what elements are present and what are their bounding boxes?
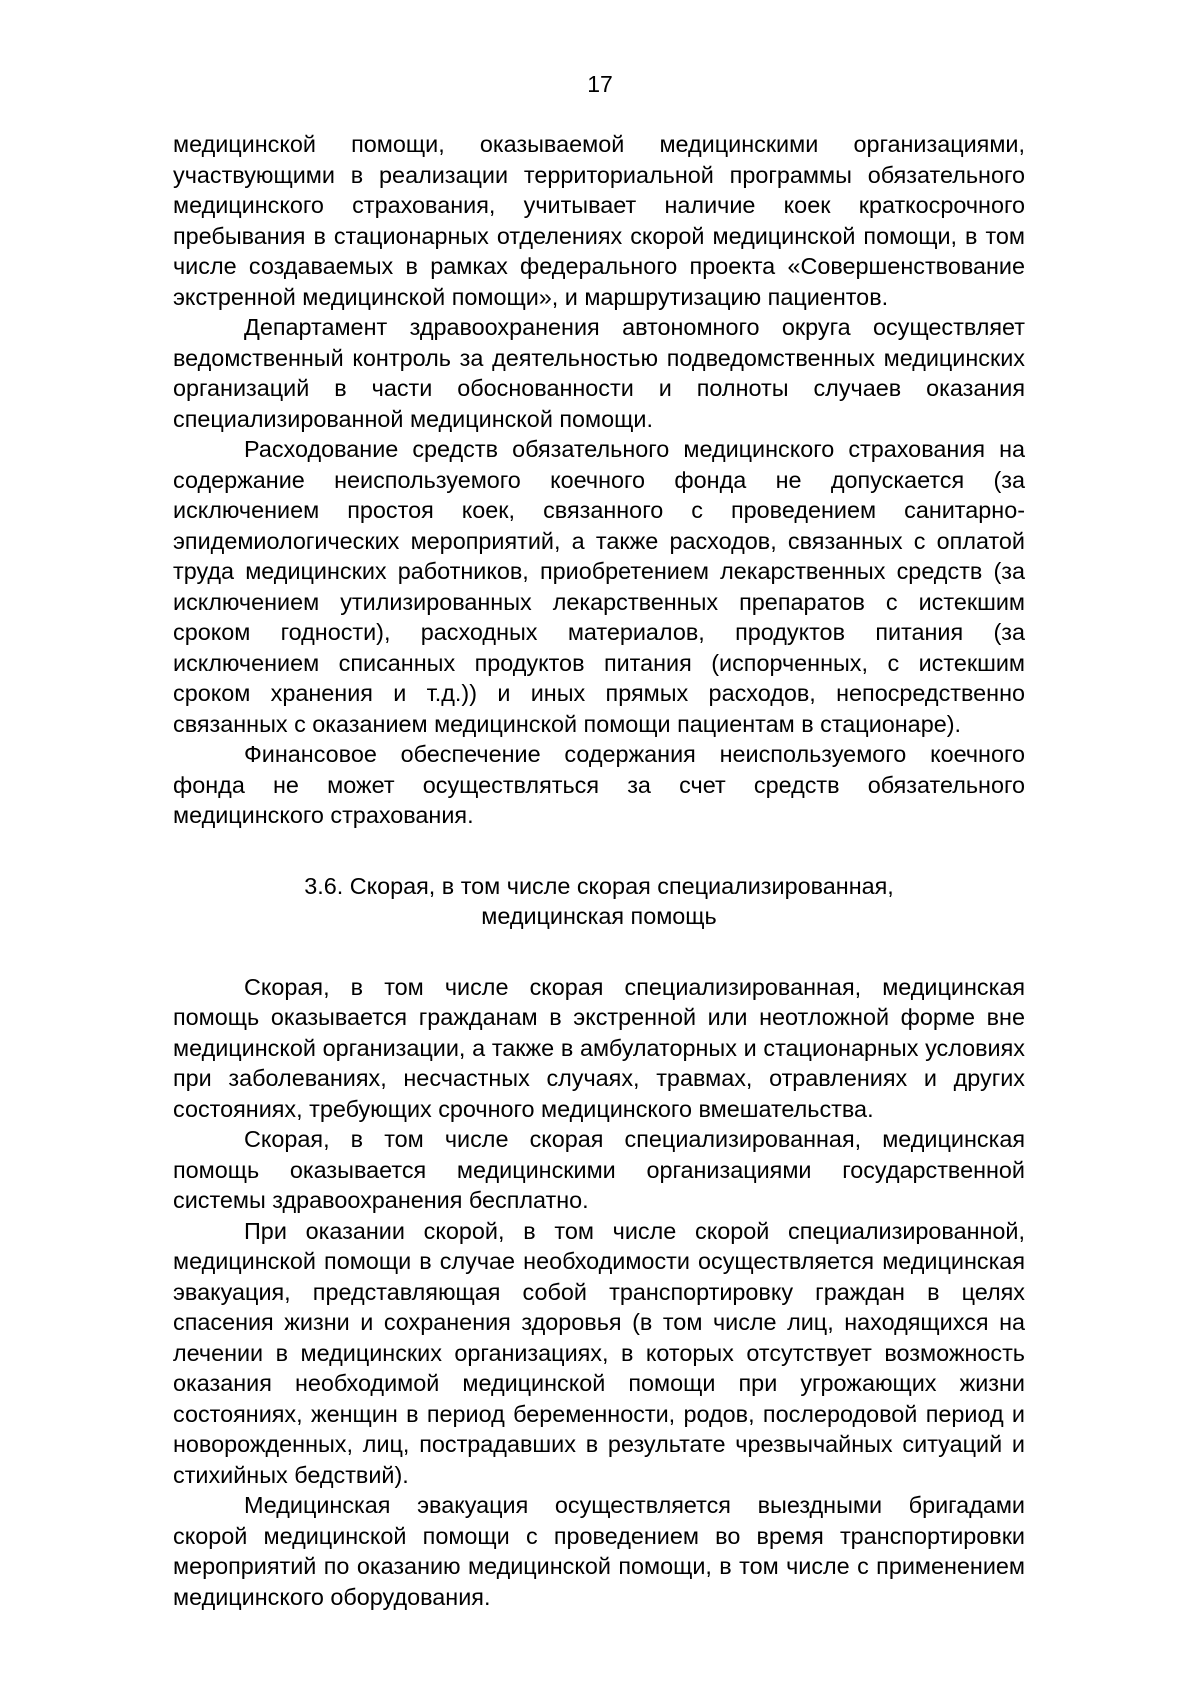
paragraph-emergency-care-free: Скорая, в том числе скорая специализированная, медицинская помощь оказывается медицинскими организациями государственной системы здравоохранения бесплатно. [173, 1126, 1025, 1213]
paragraph-department-control: Департамент здравоохранения автономного округа осуществляет ведомственный контроль за деятельностью подведомственных медицинских организаций в части обоснованности и полноты случаев оказания специализированной медицинской помощи. [173, 314, 1025, 432]
paragraph-bed-fund-financing: Финансовое обеспечение содержания неиспользуемого коечного фонда не может осуществляться за счет средств обязательного медицинского страхования. [173, 741, 1025, 828]
section-heading [173, 871, 1025, 932]
paragraph-evacuation-teams: Медицинская эвакуация осуществляется выездными бригадами скорой медицинской помощи с проведением во время транспортировки мероприятий по оказанию медицинской помощи, в том числе с применением медицинского оборудования. [173, 1492, 1025, 1610]
paragraph-medical-evacuation: При оказании скорой, в том числе скорой специализированной, медицинской помощи в случае необходимости осуществляется медицинская эвакуация, представляющая собой транспортировку граждан в целях спасения жизни и сохранения здоровья (в том числе лиц, находящихся на лечении в медицинских организациях, в которых отсутствует возможность оказания необходимой медицинской помощи при угрожающих жизни состояниях, женщин в период беременности, родов, послеродовой период и новорожденных, лиц, пострадавших в результате чрезвычайных ситуаций и стихийных бедствий). [173, 1217, 1025, 1488]
section-heading-line-2: медицинская помощь [481, 903, 717, 929]
paragraph-continuation: медицинской помощи, оказываемой медицинскими организациями, участвующими в реализации территориальной программы обязательного медицинского страхования, учитывает наличие коек краткосрочного пребывания в стационарных отделениях скорой медицинской помощи, в том числе создаваемых в рамках федерального проекта «Совершенствование экстренной медицинской помощи», и маршрутизацию пациентов. [173, 131, 1025, 310]
paragraph-bed-fund-spending: Расходование средств обязательного медицинского страхования на содержание неиспользуемого коечного фонда не допускается (за исключением простоя коек, связанного с проведением санитарно-эпидемиологических мероприятий, а также расходов, связанных с оплатой труда медицинских работников, приобретением лекарственных средств (за исключением утилизированных лекарственных препаратов с истекшим сроком годности), расходных материалов, продуктов питания (за исключением списанных продуктов питания (испорченных, с истекшим сроком хранения и т.д.)) и иных прямых расходов, непосредственно связанных с оказанием медицинской помощи пациентам в стационаре). [173, 436, 1025, 737]
section-heading-line-1: 3.6. Скорая, в том числе скорая специализированная, [304, 872, 894, 899]
page-number: 17 [587, 71, 613, 97]
paragraph-emergency-care-definition: Скорая, в том числе скорая специализированная, медицинская помощь оказывается гражданам в экстренной или неотложной форме вне медицинской организации, а также в амбулаторных и стационарных условиях при заболеваниях, несчастных случаях, травмах, отравлениях и других состояниях, требующих срочного медицинского вмешательства. [173, 973, 1025, 1122]
document-body [173, 129, 1025, 1612]
